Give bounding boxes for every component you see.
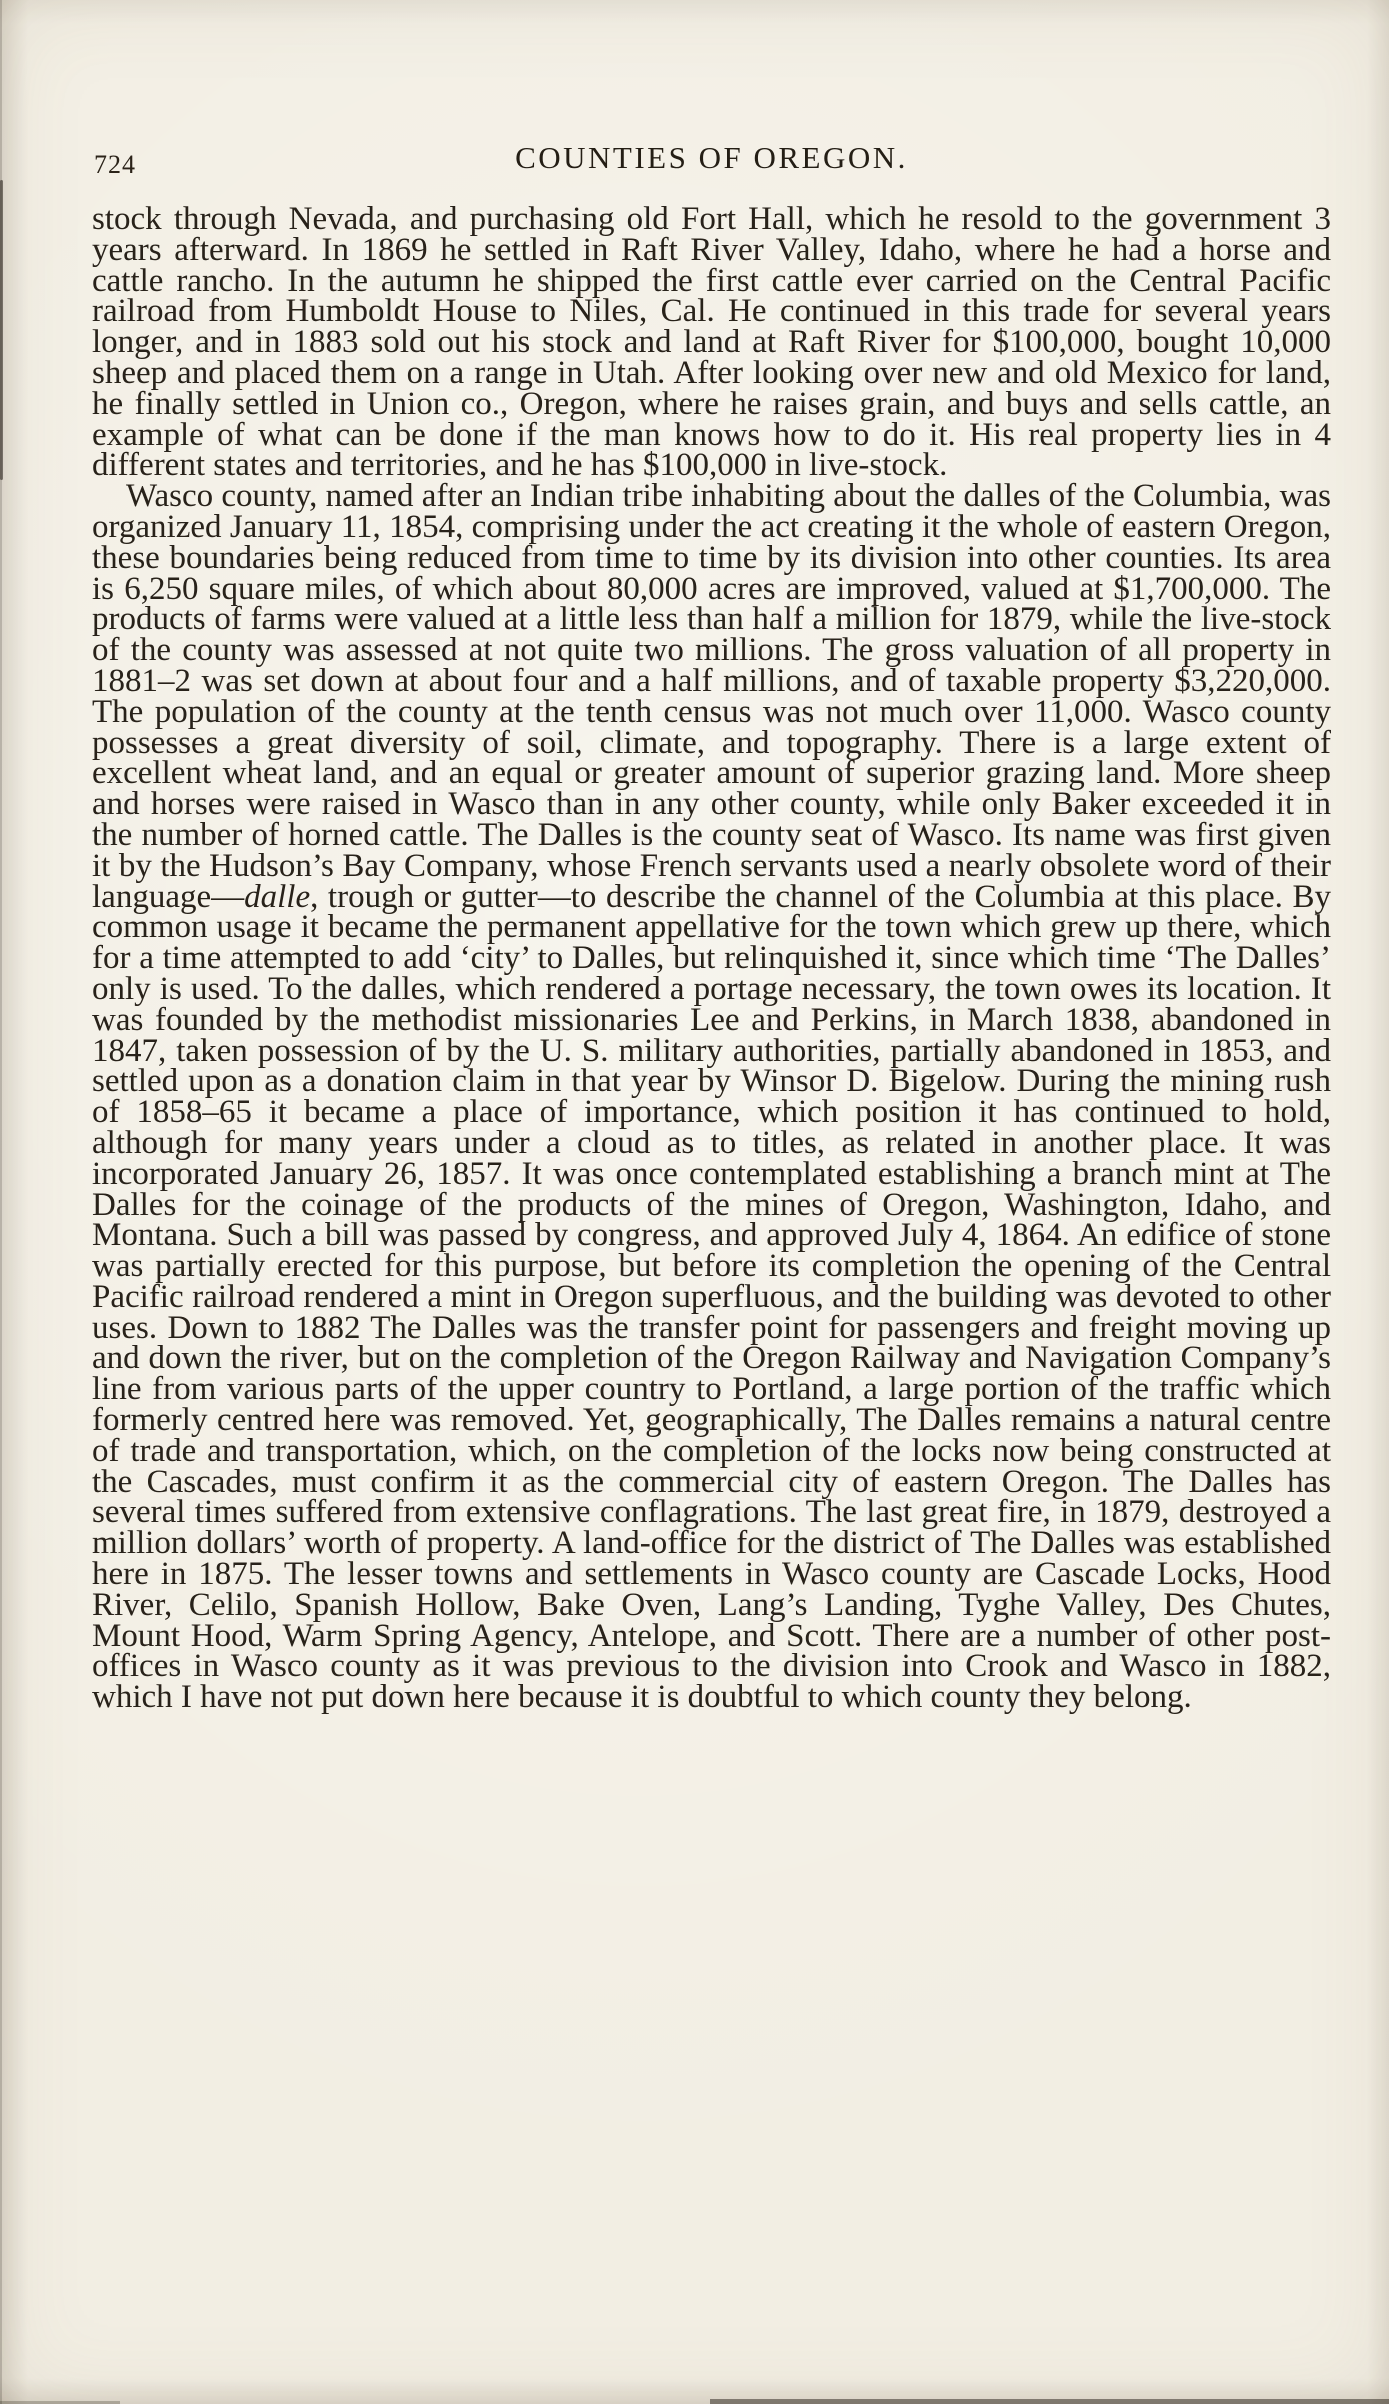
- page-number: 724: [94, 150, 136, 179]
- scan-edge-artifact: [0, 180, 3, 480]
- scan-edge-artifact: [0, 0, 2, 2404]
- scan-edge-artifact: [710, 2399, 1389, 2404]
- paragraph: [92, 478, 1331, 1716]
- body-text: [92, 201, 1331, 1716]
- text-run: stock through Nevada, and purchasing old Fort Hall, which he resold to the government 3 years afterward. In 1869 he settled in Raft River Valley, Idaho, where he had a horse and cattle rancho. In the autumn he shipped the first cattle ever carried on the Central Pacific railroad from Humboldt House to Niles, Cal. He continued in this trade for several years longer, and in 1883 sold out his stock and land at Raft River for $100,000, bought 10,000 sheep and placed them on a range in Utah. After looking over new and old Mexico for land, he finally settled in Union co., Oregon, where he raises grain, and buys and sells cattle, an example of what can be done if the man knows how to do it. His real property lies in 4 different states and territories, and he has $100,000 in live-stock.: [92, 201, 1331, 484]
- italic-text-run: dalle: [244, 878, 311, 915]
- paragraph: [92, 201, 1331, 484]
- text-run: Wasco county, named after an Indian tribe inhabiting about the dalles of the Columbia, was organized January 11, 1854, comprising under the act creating it the whole of eastern Oregon, these boundaries being reduced from time to time by its division into other counties. Its area is 6,250 square miles, of which about 80,000 acres are improved, valued at $1,700,000. The products of farms were valued at a little less than half a million for 1879, while the live-stock of the county was assessed at not quite two millions. The gross valuation of all property in 1881–2 was set down at about four and a half millions, and of taxable property $3,220,000. The population of the county at the tenth census was not much over 11,000. Wasco county possesses a great diversity of soil, climate, and topography. There is a large extent of excellent wheat land, and an equal or greater amount of superior grazing land. More sheep and horses were raised in Wasco than in any other county, while only Baker exceeded it in the number of horned cattle. The Dalles is the county seat of Wasco. Its name was first given it by the Hudson’s Bay Company, whose French servants used a nearly obsolete word of their language—: [92, 478, 1331, 915]
- running-header: COUNTIES OF OREGON.: [515, 140, 908, 175]
- text-run: , trough or gutter—to describe the channel of the Columbia at this place. By common usage it became the permanent appellative for the town which grew up there, which for a time attempted to add ‘city’ to Dalles, but relinquished it, since which time ‘The Dalles’ only is used. To the dalles, which rendered a portage necessary, the town owes its location. It was founded by the methodist missionaries Lee and Perkins, in March 1838, abandoned in 1847, taken possession of by the U. S. military authorities, partially abandoned in 1853, and settled upon as a donation claim in that year by Winsor D. Bigelow. During the mining rush of 1858–65 it became a place of importance, which position it has continued to hold, although for many years under a cloud as to titles, as related in another place. It was incorporated January 26, 1857. It was once contemplated establishing a branch mint at The Dalles for the coinage of the products of the mines of Oregon, Washington, Idaho, and Montana. Such a bill was passed by congress, and approved July 4, 1864. An edifice of stone was partially erected for this purpose, but before its completion the opening of the Central Pacific railroad rendered a mint in Oregon superfluous, and the building was devoted to other uses. Down to 1882 The Dalles was the transfer point for passengers and freight moving up and down the river, but on the completion of the Oregon Railway and Navigation Company’s line from various parts of the upper country to Portland, a large portion of the traffic which formerly centred here was removed. Yet, geographically, The Dalles remains a natural centre of trade and transportation, which, on the completion of the locks now being constructed at the Cascades, must confirm it as the commercial city of eastern Oregon. The Dalles has several times suffered from extensive conflagrations. The last great fire, in 1879, destroyed a million dollars’ worth of property. A land-office for the district of The Dalles was established here in 1875. The lesser towns and settlements in Wasco county are Cascade Locks, Hood River, Celilo, Spanish Hollow, Bake Oven, Lang’s Landing, Tyghe Valley, Des Chutes, Mount Hood, Warm Spring Agency, Antelope, and Scott. There are a number of other post-offices in Wasco county as it was previous to the division into Crook and Wasco in 1882, which I have not put down here because it is doubtful to which county they belong.: [92, 878, 1331, 1716]
- page-header: [92, 140, 1331, 186]
